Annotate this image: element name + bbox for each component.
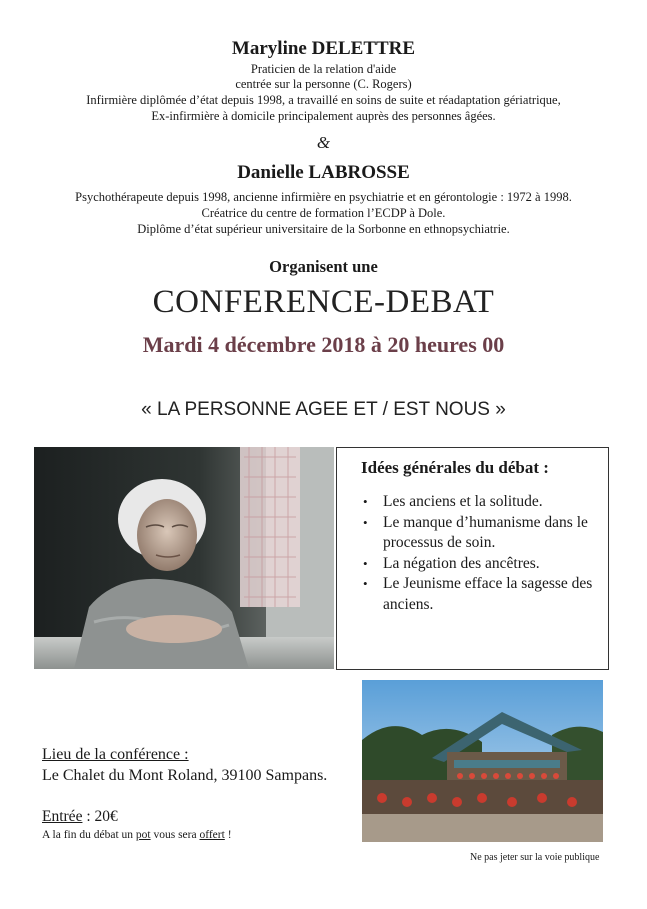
entry-value: : 20€ [82, 808, 118, 825]
entry-label: Entrée [42, 808, 83, 825]
event-intro: Organisent une [269, 257, 378, 276]
closing-offert: offert [199, 829, 225, 841]
ampersand: & [316, 133, 331, 152]
organizer2-line: Diplôme d’état supérieur universitaire de la Sorbonne en ethnopsychiatrie. [137, 222, 510, 236]
closing-text: vous sera [150, 829, 200, 841]
event-type-title: CONFERENCE-DEBAT [152, 284, 495, 320]
ideas-list [361, 492, 601, 615]
venue-label: Lieu de la conférence : [42, 746, 189, 763]
organizer2-name: Danielle LABROSSE [237, 162, 410, 183]
list-item: • Le Jeunisme efface la sagesse des anciens. [361, 574, 601, 615]
list-item: • Le manque d’humanisme dans le processus de soin. [361, 513, 601, 554]
elderly-woman-photo [34, 447, 334, 669]
disposal-notice: Ne pas jeter sur la voie publique [470, 852, 600, 863]
list-item: • La négation des ancêtres. [361, 554, 601, 575]
closing-text: ! [224, 829, 232, 841]
ideas-title: Idées générales du débat : [361, 458, 549, 477]
organizer2-line: Psychothérapeute depuis 1998, ancienne infirmière en psychiatrie et en gérontologie : 1972 à 1998. [75, 190, 572, 204]
organizer1-line: Praticien de la relation d'aide [250, 62, 397, 76]
closing-pot: pot [135, 829, 151, 841]
organizer1-line: centrée sur la personne (C. Rogers) [235, 77, 412, 91]
chalet-photo [362, 680, 603, 842]
list-item: • Les anciens et la solitude. [361, 492, 601, 513]
event-date: Mardi 4 décembre 2018 à 20 heures 00 [142, 332, 505, 357]
ideas-box [336, 447, 609, 670]
organizer2-line: Créatrice du centre de formation l’ECDP à Dole. [201, 206, 446, 220]
closing-text: A la fin du débat un [42, 829, 136, 841]
venue-address: Le Chalet du Mont Roland, 39100 Sampans. [42, 767, 328, 784]
event-theme: « LA PERSONNE AGEE ET / EST NOUS » [141, 399, 506, 420]
closing-note [42, 829, 232, 841]
organizer1-name: Maryline DELETTRE [231, 38, 416, 59]
organizer1-line: Infirmière diplômée d’état depuis 1998, a travaillé en soins de suite et réadaptation gériatrique, [86, 93, 561, 107]
entry-fee [42, 808, 118, 826]
organizer1-line: Ex-infirmière à domicile principalement auprès des personnes âgées. [151, 109, 496, 123]
